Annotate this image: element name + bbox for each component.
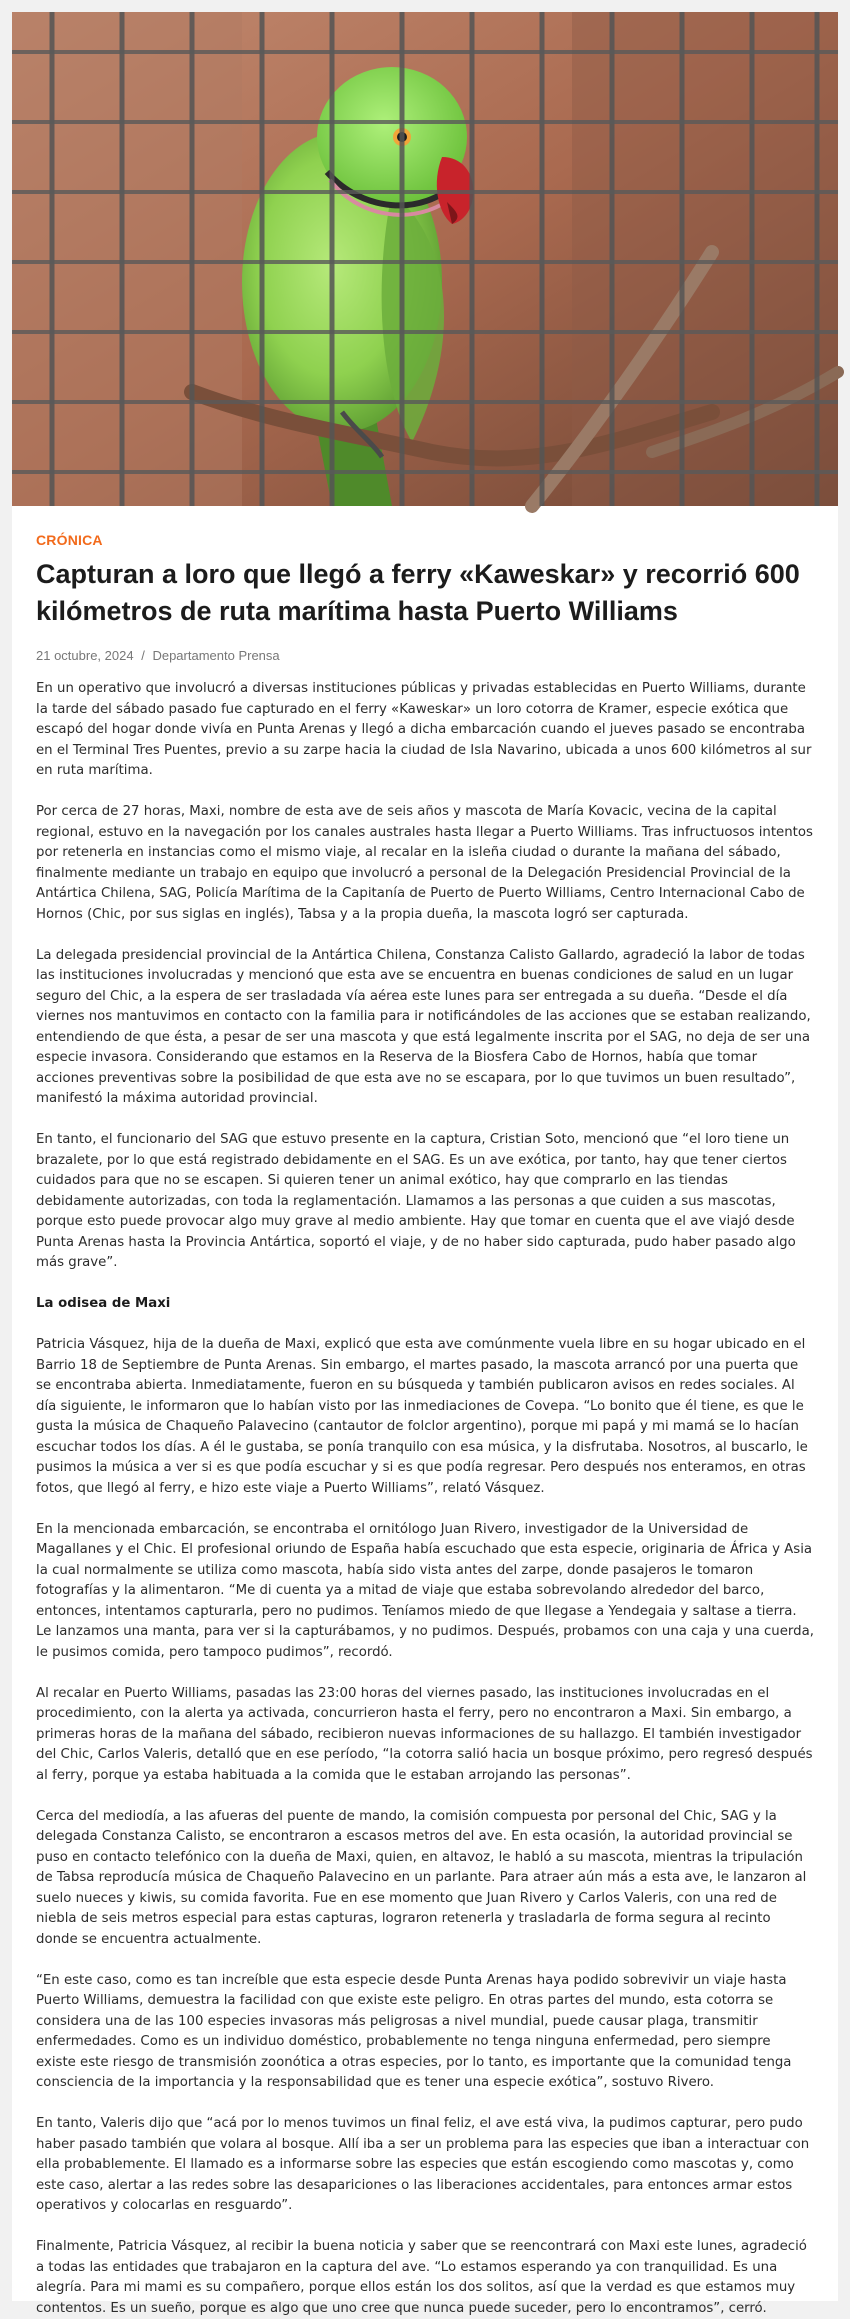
parrot-in-cage-photo	[12, 12, 838, 506]
paragraph: “En este caso, como es tan increíble que esta especie desde Punta Arenas haya podido sobrevivir un viaje hasta Puerto Williams, demuestra la facilidad con que existe este peligro. En otras partes del mundo, esta cotorra se considera una de las 100 especies invasoras más peligrosas a nivel mundial, puede causar plaga, transmitir enfermedades. Como es un individuo doméstico, probablemente no tenga ninguna enfermedad, pero siempre existe este riesgo de transmisión zoonótica a otras especies, por lo tanto, es importante que la comunidad tenga consciencia de la importancia y la responsabilidad que es tener una especie exótica”, sostuvo Rivero.	[36, 1972, 792, 2090]
paragraph: La delegada presidencial provincial de la Antártica Chilena, Constanza Calisto Gallardo, agradeció la labor de todas las instituciones involucradas y mencionó que esta ave se encuentra en buenas condiciones de salud en un lugar seguro del Chic, a la espera de ser trasladada vía aérea este lunes para ser entregada a su dueña. “Desde el día viernes nos mantuvimos en contacto con la familia para ir notificándoles de las acciones que se estaban realizando, entendiendo de que ésta, a pesar de ser una mascota y que está legalmente inscrita por el SAG, no deja de ser una especie invasora. Considerando que estamos en la Reserva de la Biosfera Cabo de Hornos, había que tomar acciones preventivas sobre la posibilidad de que esta ave no se escapara, por lo que tuvimos un buen resultado”, manifestó la máxima autoridad provincial.	[36, 947, 811, 1106]
paragraph: Patricia Vásquez, hija de la dueña de Maxi, explicó que esta ave comúnmente vuela libre en su hogar ubicado en el Barrio 18 de Septiembre de Punta Arenas. Sin embargo, el martes pasado, la mascota arrancó por una puerta que se encontraba abierta. Inmediatamente, fueron en su búsqueda y también publicaron avisos en redes sociales. Al día siguiente, le informaron que lo habían visto por las inmediaciones de Covepa. “Lo bonito que él tiene, es que le gusta la música de Chaqueño Palavecino (cantautor de folclor argentino), porque mi papá y mi mamá se lo hacían escuchar todos los días. A él le gustaba, se ponía tranquilo con esa música, y la disfrutaba. Nosotros, al buscarlo, le pusimos la música a ver si es que podía escuchar y si es que podía regresar. Pero después nos enteramos, en otras fotos, que llegó al ferry, e hizo este viaje a Puerto Williams”, relató Vásquez.	[36, 1337, 808, 1496]
paragraph: Cerca del mediodía, a las afueras del puente de mando, la comisión compuesta por personal del Chic, SAG y la delegada Constanza Calisto, se encontraron a escasos metros del ave. En esta ocasión, la autoridad provincial se puso en contacto telefónico con la dueña de Maxi, quien, en altavoz, le habló a su mascota, mientras la tripulación de Tabsa reproducía música de Chaqueño Palavecino en un parlante. Para atraer aún más a esta ave, le lanzaron al suelo nueces y kiwis, su comida favorita. Fue en ese momento que Juan Rivero y Carlos Valeris, con una red de niebla de seis metros especial para estas capturas, lograron retenerla y trasladarla de forma segura al recinto donde se encuentra actualmente.	[36, 1808, 807, 1947]
paragraph: Por cerca de 27 horas, Maxi, nombre de esta ave de seis años y mascota de María Kovacic, vecina de la capital regional, estuvo en la navegación por los canales australes hasta llegar a Puerto Williams. Tras infructuosos intentos por retenerla en instancias como el mismo viaje, al recalar en la isleña ciudad o durante la mañana del sábado, finalmente mediante un trabajo en equipo que involucró a personal de la Delegación Presidencial Provincial de la Antártica Chilena, SAG, Policía Marítima de la Capitanía de Puerto de Puerto Williams, Centro Internacional Cabo de Hornos (Chic, por sus siglas en inglés), Tabsa y a la propia dueña, la mascota logró ser capturada.	[36, 804, 813, 922]
section-subheading: La odisea de Maxi	[36, 1296, 171, 1311]
paragraph: En la mencionada embarcación, se encontraba el ornitólogo Juan Rivero, investigador de la Universidad de Magallanes y el Chic. El profesional oriundo de España había escuchado que esta especie, originaria de África y Asia la cual normalmente se utiliza como mascota, había sido vista antes del zarpe, donde pasajeros le tomaron fotografías y la alimentaron. “Me di cuenta ya a mitad de viaje que estaba sobrevolando alrededor del barco, entonces, intentamos capturarla, pero no pudimos. Teníamos miedo de que llegase a Yendegaia y saltase a tierra. Le lanzamos una manta, para ver si la capturábamos, y no pudimos. Después, probamos con una caja y una cuerda, le pusimos comida, pero tampoco pudimos”, recordó.	[36, 1521, 814, 1660]
paragraph: En un operativo que involucró a diversas instituciones públicas y privadas establecidas en Puerto Williams, durante la tarde del sábado pasado fue capturado en el ferry «Kaweskar» un loro cotorra de Kramer, especie exótica que escapó del hogar donde vivía en Punta Arenas y llegó a dicha embarcación cuando el jueves pasado se encontraba en el Terminal Tres Puentes, previo a su zarpe hacia la ciudad de Isla Navarino, ubicada a unos 600 kilómetros al sur en ruta marítima.	[36, 681, 812, 778]
article-card	[12, 12, 838, 2316]
featured-image	[12, 12, 838, 506]
author-link[interactable]: Departamento Prensa	[152, 648, 280, 663]
article-body	[36, 679, 814, 2319]
publish-date: 21 octubre, 2024	[36, 648, 134, 663]
paragraph: Al recalar en Puerto Williams, pasadas las 23:00 horas del viernes pasado, las instituciones involucradas en el procedimiento, con la alerta ya activada, concurrieron hasta el ferry, pero no encontraron a Maxi. Sin embargo, a primeras horas de la mañana del sábado, recibieron nuevas informaciones de su hallazgo. El también investigador del Chic, Carlos Valeris, detalló que en ese período, “la cotorra salió hacia un bosque próximo, pero regresó después al ferry, porque ya estaba habituada a la comida que le estaban arrojando las personas”.	[36, 1685, 813, 1783]
paragraph: En tanto, Valeris dijo que “acá por lo menos tuvimos un final feliz, el ave está viva, la pudimos capturar, pero pudo haber pasado también que volara al bosque. Allí iba a ser un problema para las especies que iban a interactuar con ella probablemente. El llamado es a informarse sobre las especies que están escogiendo como mascotas y, como este caso, alertar a las redes sobre las desapariciones o las liberaciones accidentales, para entonces armar estos operativos y colocarlas en resguardo”.	[36, 2116, 810, 2213]
article-content	[12, 506, 838, 2319]
paragraph: Finalmente, Patricia Vásquez, al recibir la buena noticia y saber que se reencontrará con Maxi este lunes, agradeció a todas las entidades que trabajaron en la captura del ave. “Lo estamos esperando ya con tranquilidad. Es una alegría. Para mi mami es su compañero, porque ellos están los dos solitos, así que la verdad es que estamos muy contentos. Es un sueño, porque es algo que uno cree que nunca puede suceder, pero lo encontramos”, cerró.	[36, 2239, 807, 2316]
article-meta	[36, 648, 814, 663]
meta-separator: /	[141, 648, 145, 663]
article-title: Capturan a loro que llegó a ferry «Kaweskar» y recorrió 600 kilómetros de ruta marítima hasta Puerto Williams	[36, 559, 800, 626]
paragraph: En tanto, el funcionario del SAG que estuvo presente en la captura, Cristian Soto, mencionó que “el loro tiene un brazalete, por lo que está registrado debidamente en el SAG. Es un ave exótica, por tanto, hay que tener ciertos cuidados para que no se escapen. Si quieren tener un animal exótico, hay que comprarlo en las tiendas debidamente autorizadas, con toda la reglamentación. Llamamos a las personas a que cuiden a sus mascotas, porque esto puede provocar algo muy grave al medio ambiente. Hay que tomar en cuenta que el ave viajó desde Punta Arenas hasta la Provincia Antártica, soportó el viaje, y de no haber sido capturada, pudo haber pasado algo más grave”.	[36, 1132, 796, 1270]
category-label[interactable]: CRÓNICA	[36, 532, 103, 548]
